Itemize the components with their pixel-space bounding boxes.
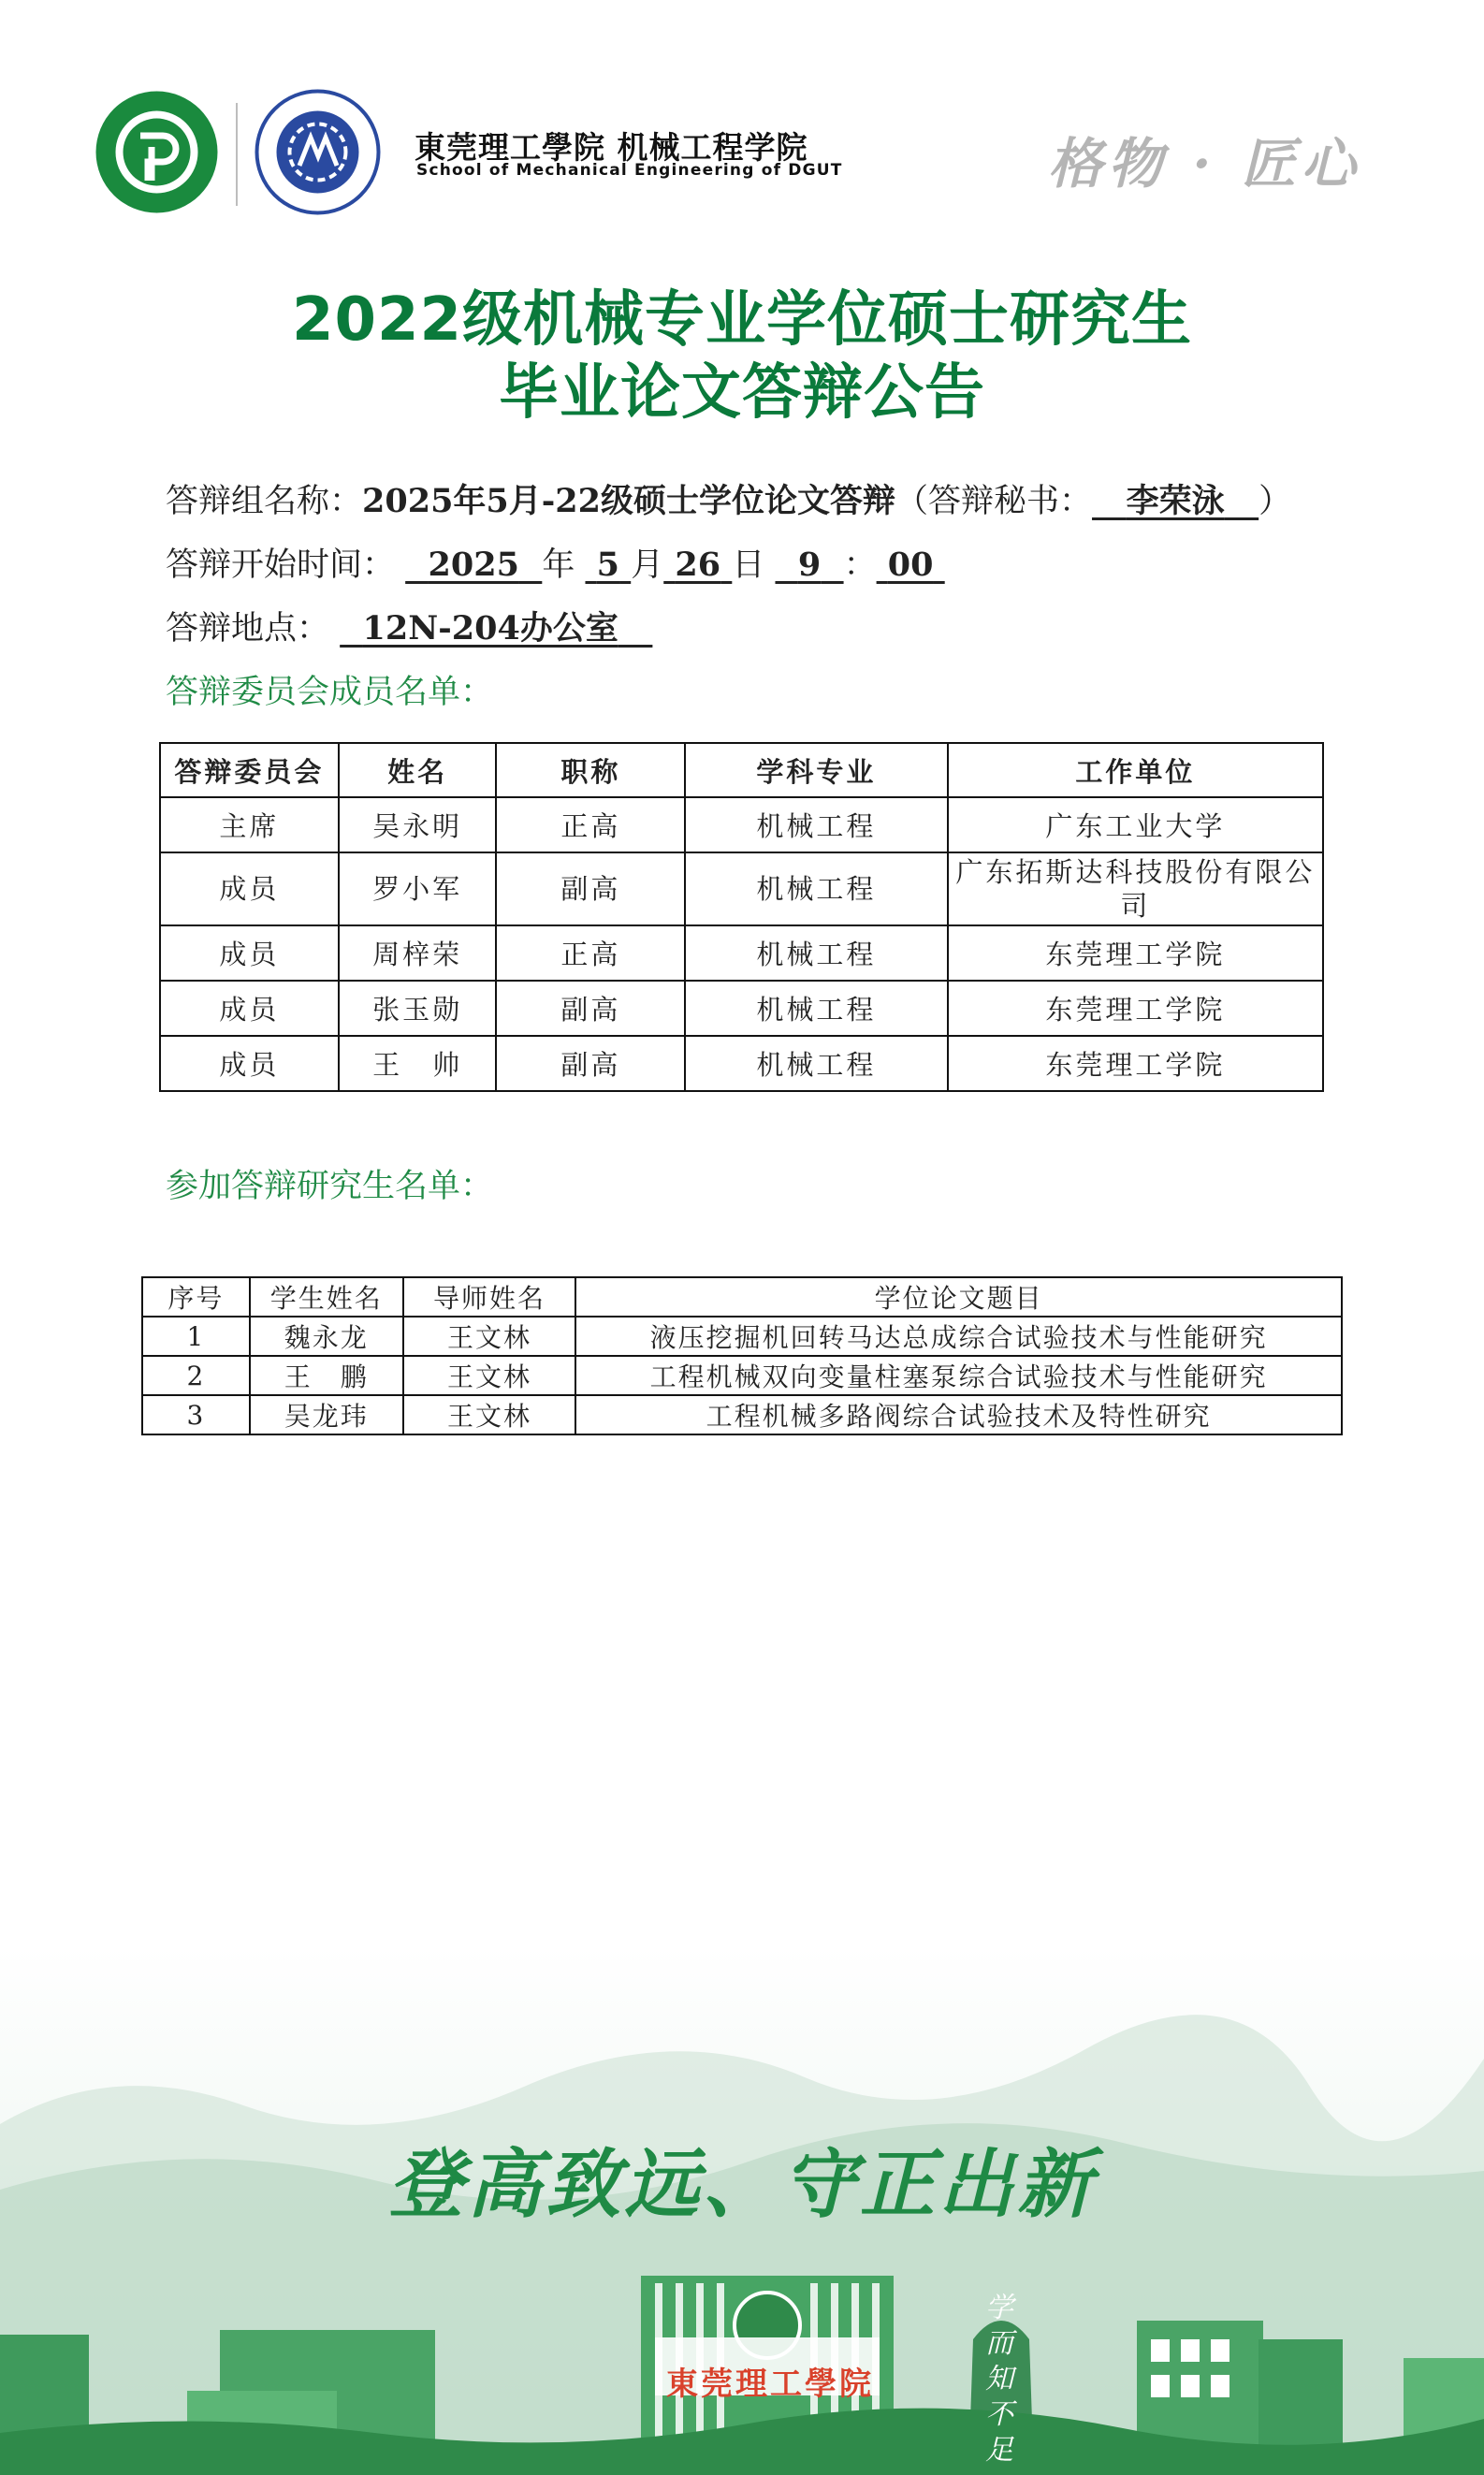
defense-group-line: [166, 475, 1291, 522]
page-header: [0, 0, 1484, 225]
table-cell: 东莞理工学院: [948, 925, 1323, 981]
table-cell: 正高: [496, 797, 685, 852]
school-name-en: School of Mechanical Engineering of DGUT: [416, 161, 843, 180]
defense-time-line: [166, 539, 945, 586]
table-cell: 魏永龙: [250, 1317, 403, 1356]
table-cell: 广东拓斯达科技股份有限公司: [948, 852, 1323, 925]
table-header-row: [142, 1277, 1342, 1317]
footer-slogan: 登高致远、守正出新: [388, 2140, 1096, 2228]
table-cell: 吴永明: [339, 797, 497, 852]
location-label: 答辩地点：: [166, 610, 330, 648]
table-cell: 王文林: [403, 1317, 576, 1356]
stone-text: 学而知不足: [985, 2292, 1013, 2467]
col-header: 学科专业: [685, 743, 948, 797]
table-cell: 吴龙玮: [250, 1395, 403, 1434]
table-cell: 2: [142, 1356, 250, 1395]
mech-school-logo: [255, 89, 381, 215]
header-divider: [236, 103, 238, 206]
table-cell: 1: [142, 1317, 250, 1356]
secretary-close: ）: [1258, 483, 1292, 520]
page-title-line2: 毕业论文答辩公告: [499, 358, 985, 428]
day-unit: 日: [732, 546, 765, 584]
time-day: 26: [675, 546, 721, 584]
table-cell: 液压挖掘机回转马达总成综合试验技术与性能研究: [575, 1317, 1342, 1356]
table-cell: 工程机械多路阀综合试验技术及特性研究: [575, 1395, 1342, 1434]
table-cell: 张玉勋: [339, 981, 497, 1036]
table-row: [160, 1036, 1323, 1091]
table-cell: 东莞理工学院: [948, 981, 1323, 1036]
col-header: 学位论文题目: [575, 1277, 1342, 1317]
time-minute: 00: [887, 546, 934, 584]
group-value: 2025年5月-22级硕士学位论文答辩: [362, 482, 896, 520]
school-name-cn: 東莞理工學院 机械工程学院: [415, 129, 808, 166]
table-cell: 机械工程: [685, 981, 948, 1036]
students-table: [141, 1276, 1343, 1435]
col-header: 工作单位: [948, 743, 1323, 797]
table-header-row: [160, 743, 1323, 797]
table-cell: 副高: [496, 852, 685, 925]
table-row: [160, 797, 1323, 852]
defense-location-line: [166, 603, 652, 649]
secretary-value: 李荣泳: [1126, 482, 1225, 520]
year-unit: 年: [542, 546, 575, 584]
secretary-label: （答辩秘书：: [895, 483, 1093, 520]
dgut-logo: [94, 89, 220, 215]
table-cell: 副高: [496, 1036, 685, 1091]
table-cell: 主席: [160, 797, 339, 852]
page-title-line1: 2022级机械专业学位硕士研究生: [291, 285, 1193, 355]
col-header: 序号: [142, 1277, 250, 1317]
time-hour: 9: [797, 546, 822, 584]
table-cell: 机械工程: [685, 925, 948, 981]
table-cell: 机械工程: [685, 797, 948, 852]
group-label: 答辩组名称：: [166, 483, 363, 520]
table-row: [142, 1356, 1342, 1395]
table-row: [142, 1317, 1342, 1356]
col-header: 导师姓名: [403, 1277, 576, 1317]
table-cell: 正高: [496, 925, 685, 981]
col-header: 答辩委员会: [160, 743, 339, 797]
table-cell: 3: [142, 1395, 250, 1434]
col-header: 学生姓名: [250, 1277, 403, 1317]
table-cell: 周梓荣: [339, 925, 497, 981]
motto: 格物 · 匠心: [1048, 132, 1361, 196]
col-header: 姓名: [339, 743, 497, 797]
time-month: 5: [596, 546, 620, 584]
table-row: [160, 981, 1323, 1036]
table-cell: 成员: [160, 925, 339, 981]
table-cell: 王文林: [403, 1356, 576, 1395]
table-row: [160, 925, 1323, 981]
table-cell: 机械工程: [685, 1036, 948, 1091]
month-unit: 月: [631, 546, 664, 584]
table-cell: 王 帅: [339, 1036, 497, 1091]
table-cell: 成员: [160, 852, 339, 925]
table-cell: 王 鹏: [250, 1356, 403, 1395]
table-cell: 成员: [160, 1036, 339, 1091]
table-cell: 东莞理工学院: [948, 1036, 1323, 1091]
col-header: 职称: [496, 743, 685, 797]
table-cell: 王文林: [403, 1395, 576, 1434]
table-cell: 罗小军: [339, 852, 497, 925]
students-heading: 参加答辩研究生名单：: [166, 1168, 494, 1205]
time-label: 答辩开始时间：: [166, 546, 396, 584]
table-cell: 工程机械双向变量柱塞泵综合试验技术与性能研究: [575, 1356, 1342, 1395]
table-cell: 副高: [496, 981, 685, 1036]
location-value: 12N-204办公室: [362, 609, 618, 648]
committee-heading: 答辩委员会成员名单：: [166, 674, 494, 711]
table-cell: 广东工业大学: [948, 797, 1323, 852]
time-year: 2025: [428, 546, 519, 584]
table-cell: 机械工程: [685, 852, 948, 925]
table-row: [142, 1395, 1342, 1434]
gate-name: 東莞理工學院: [666, 2366, 874, 2403]
committee-table: [159, 742, 1324, 1092]
table-cell: 成员: [160, 981, 339, 1036]
table-row: [160, 852, 1323, 925]
time-separator: ：: [843, 546, 877, 584]
